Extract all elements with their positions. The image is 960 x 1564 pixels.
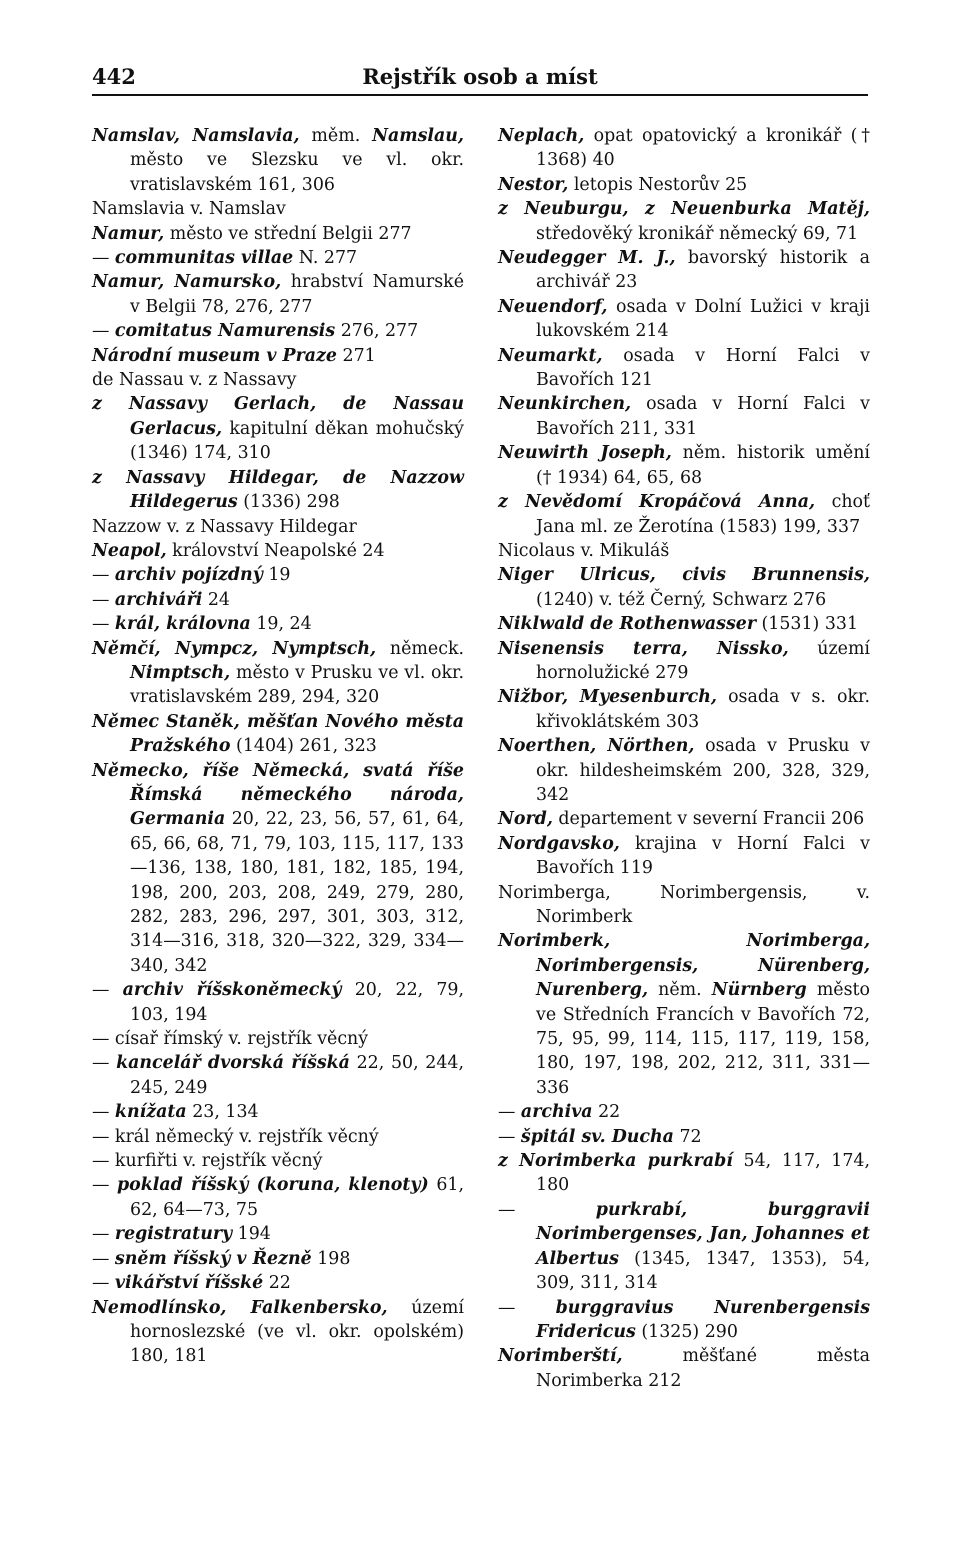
index-entry: Němčí, Nympcz, Nymptsch, německ. Nimptsch, město v Prusku ve vl. okr. vratislavském 289, 294, 320 [92,638,465,708]
index-entry: — burggravius Nurenbergensis Fridericus (1325) 290 [498,1297,870,1342]
index-entry: Neapol, království Neapolské 24 [92,540,385,561]
index-entry: — archiva 22 [498,1102,621,1123]
index-entry: Nord, departement v severní Francii 206 [498,809,865,830]
index-entry: Nazzow v. z Nassavy Hildegar [92,516,357,537]
index-entry: Němec Staněk, měšťan Nového města Pražského (1404) 261, 323 [92,711,464,757]
index-entry: Nižbor, Myesenburch, osada v s. okr. křivoklátském 303 [498,687,870,732]
index-entry: Noerthen, Nörthen, osada v Prusku v okr. hildesheimském 200, 328, 329, 342 [498,736,870,805]
running-header [92,60,868,96]
index-entry: z Nassavy Gerlach, de Nassau Gerlacus, kapitulní děkan mohučský (1346) 174, 310 [92,394,464,464]
index-entry: — knížata 23, 134 [92,1102,259,1123]
index-entry: — král, královna 19, 24 [92,614,312,635]
index-entry: Nemodlínsko, Falkenbersko, území hornoslezské (ve vl. okr. opolském) 180, 181 [92,1297,464,1367]
index-entry: z Norimberka purkrabí 54, 117, 174, 180 [498,1151,870,1196]
index-entry: Namslav, Namslavia, měm. Namslau, město ve Slezsku ve vl. okr. vratislavském 161, 306 [92,126,464,195]
index-entry: Namur, Namursko, hrabství Namurské v Belgii 78, 276, 277 [92,272,464,317]
index-entry: Národní museum v Praze 271 [92,345,376,366]
index-entry: — archiv pojízdný 19 [92,565,291,586]
index-entry: — král německý v. rejstřík věcný [92,1126,379,1147]
index-entry: — archiváři 24 [92,589,231,610]
index-entry: Nicolaus v. Mikuláš [498,540,670,561]
index-entry: Německo, říše Německá, svatá říše Římská německého národa, Germania 20, 22, 23, 56, 57, 61, 64, 65, 66, 68, 71, 79, 103, 115, 117, 133—136, 138, 180, 181, 182, 185, 194, 198, 200, 203, 208, 249, 279, 280, 282, 283, 296, 297, 301, 303, 312, 314—316, 318, 320—322, 329, 334—340, 342 [92,760,464,976]
index-entry: — poklad říšský (koruna, klenoty) 61, 62, 64—73, 75 [92,1175,464,1220]
index-entry: z Neuburgu, z Neuenburka Matěj, středověký kronikář německý 69, 71 [498,199,870,244]
index-entry: Namur, město ve střední Belgii 277 [92,223,412,244]
index-entry: — comitatus Namurensis 276, 277 [92,321,419,342]
index-entry: Nordgavsko, krajina v Horní Falci v Bavořích 119 [498,833,870,879]
index-entry: Nestor, letopis Nestorův 25 [498,174,748,195]
index-entry: — purkrabí, burggravii Norimbergenses, Jan, Johannes et Albertus (1345, 1347, 1353), 54, 309, 311, 314 [498,1199,870,1294]
index-entry: Niger Ulricus, civis Brunnensis, (1240) v. též Černý, Schwarz 276 [498,565,870,610]
index-entry: Neuwirth Joseph, něm. historik umění († 1934) 64, 65, 68 [498,443,870,488]
index-entry: Nisenensis terra, Nissko, území hornolužické 279 [498,638,870,683]
index-entry: — císař římský v. rejstřík věcný [92,1029,369,1050]
index-entry: — sněm říšský v Řezně 198 [92,1248,351,1269]
index-entry: Niklwald de Rothenwasser (1531) 331 [498,614,859,635]
index-entry: — kancelář dvorská říšská 22, 50, 244, 245, 249 [92,1053,464,1098]
index-entry: — špitál sv. Ducha 72 [498,1126,702,1147]
index-entry: — registratury 194 [92,1224,271,1245]
index-entry: Norimberští, měšťané města Norimberka 212 [498,1346,870,1391]
page-number: 442 [92,64,136,89]
index-entry: Namslavia v. Namslav [92,199,286,220]
index-entry: Neplach, opat opatovický a kronikář († 1368) 40 [498,126,870,171]
right-column [498,124,870,1393]
index-entry: Neunkirchen, osada v Horní Falci v Bavořích 211, 331 [498,394,870,439]
page-title: Rejstřík osob a míst [362,64,598,89]
index-entry: — vikářství říšské 22 [92,1273,291,1294]
index-entry: — archiv říšskoněmecký 20, 22, 79, 103, 194 [92,980,464,1025]
index-entry: Neuendorf, osada v Dolní Lužici v kraji lukovském 214 [498,296,870,342]
index-entry: de Nassau v. z Nassavy [92,370,297,391]
left-column [92,124,464,1369]
index-entry: z Nevědomí Kropáčová Anna, choť Jana ml. ze Žerotína (1583) 199, 337 [498,492,870,537]
index-entry: Neumarkt, osada v Horní Falci v Bavořích 121 [498,345,870,391]
index-entry: — communitas villae N. 277 [92,248,358,269]
index-entry: z Nassavy Hildegar, de Nazzow Hildegerus (1336) 298 [92,467,464,513]
index-entry: Norimberk, Norimberga, Norimbergensis, Nürenberg, Nurenberg, něm. Nürnberg město ve Středních Francích v Bavořích 72, 75, 95, 99, 114, 115, 117, 119, 158, 180, 197, 198, 202, 212, 311, 331—336 [498,931,870,1098]
index-entry: — kurfiřti v. rejstřík věcný [92,1151,323,1172]
index-entry: Neudegger M. J., bavorský historik a archivář 23 [498,248,870,293]
index-entry: Norimberga, Norimbergensis, v. Norimberk [498,882,870,927]
